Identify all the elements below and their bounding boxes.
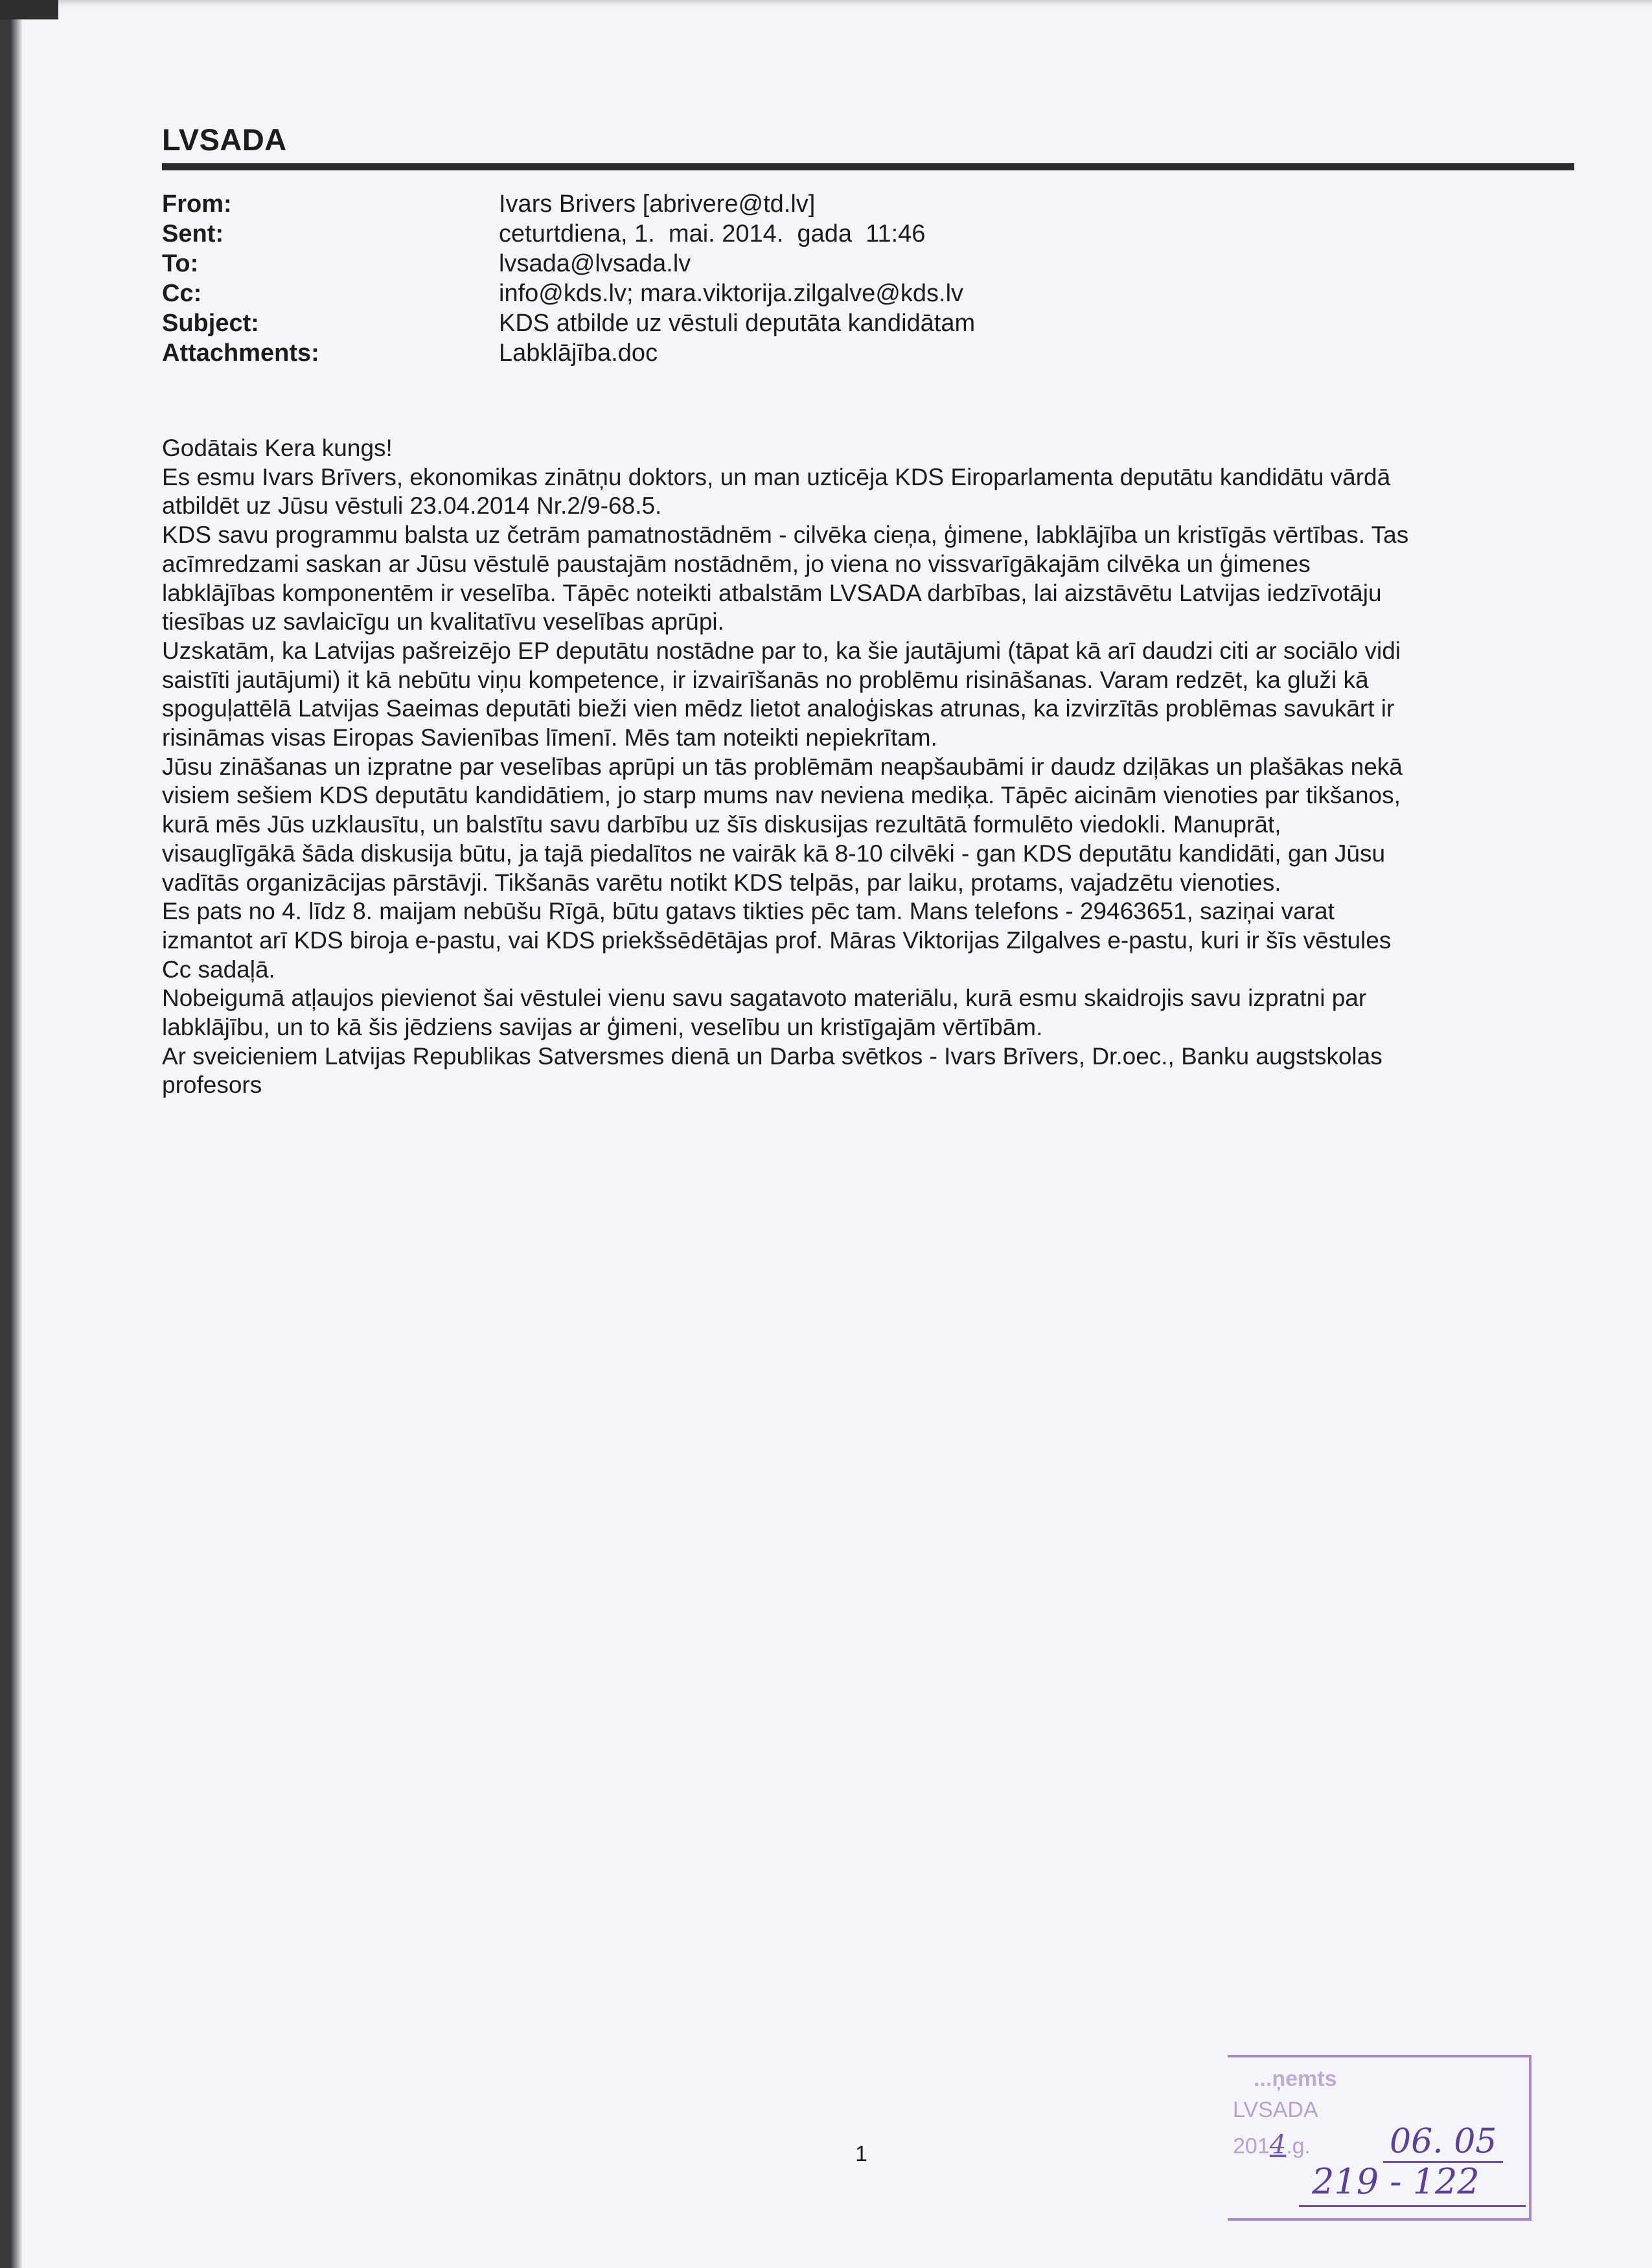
- scan-corner: [0, 0, 58, 19]
- stamp-org-name: LVSADA: [1233, 2098, 1318, 2122]
- body-line: Cc sadaļā.: [162, 956, 275, 983]
- stamp-year-handwritten: 4: [1269, 2130, 1287, 2160]
- stamp-underline: [1299, 2205, 1526, 2207]
- stamp-handwritten-date: 06. 05: [1383, 2122, 1503, 2163]
- letter-body: [162, 434, 1587, 1100]
- body-line: Jūsu zināšanas un izpratne par veselības aprūpi un tās problēmām neapšaubāmi ir daudz dziļākas un plašākas nekā: [162, 753, 1403, 780]
- body-line: Nobeigumā atļaujos pievienot šai vēstulei vienu savu sagatavoto materiālu, kurā esmu skaidrojis savu izpratni par: [162, 985, 1367, 1012]
- header-row-cc: [162, 279, 975, 308]
- body-line: kurā mēs Jūs uzklausītu, un balstītu savu darbību uz šīs diskusijas rezultātā formulēto viedokli. Manuprāt,: [162, 811, 1281, 838]
- received-stamp: [1228, 2055, 1532, 2221]
- body-line: KDS savu programmu balsta uz četrām pamatnostādnēm - cilvēka cieņa, ģimene, labklājība un kristīgās vērtības. Tas: [162, 521, 1409, 549]
- stamp-year-prefix: 201: [1233, 2134, 1270, 2159]
- body-line: labklājību, un to kā šis jēdziens savijas ar ģimeni, veselību un kristīgajām vērtībām.: [162, 1014, 1043, 1041]
- document-title: LVSADA: [162, 122, 287, 157]
- stamp-handwritten-number: 219 - 122: [1312, 2161, 1480, 2202]
- header-row-subject: [162, 308, 975, 338]
- body-line: spoguļattēlā Latvijas Saeimas deputāti bieži vien mēdz lietot analoģiskas atrunas, ka izvirzītās problēmas savukārt ir: [162, 695, 1395, 722]
- email-header: [162, 189, 975, 368]
- body-line: labklājības komponentēm ir veselība. Tāpēc noteikti atbalstām LVSADA darbības, lai aizstāvētu Latvijas iedzīvotāju: [162, 579, 1382, 606]
- body-line: Godātais Kera kungs!: [162, 435, 393, 461]
- header-row-to: [162, 249, 975, 279]
- body-line: tiesības uz savlaicīgu un kvalitatīvu veselības aprūpi.: [162, 608, 724, 636]
- body-line: izmantot arī KDS biroja e-pastu, vai KDS priekšsēdētājas prof. Māras Viktorijas Zilgalves e-pastu, kuri ir šīs vēstules: [162, 926, 1392, 954]
- stamp-year-suffix: .g.: [1286, 2134, 1311, 2159]
- stamp-received-text: ...ņemts: [1254, 2067, 1337, 2091]
- body-line: atbildēt uz Jūsu vēstuli 23.04.2014 Nr.2/9-68.5.: [162, 492, 662, 520]
- body-line: visiem sešiem KDS deputātu kandidātiem, jo starp mums nav neviena mediķa. Tāpēc aicinām vienoties par tikšanos,: [162, 782, 1401, 809]
- to-label: To:: [162, 249, 199, 277]
- title-rule: [162, 163, 1574, 170]
- body-line: Es pats no 4. līdz 8. maijam nebūšu Rīgā, būtu gatavs tikties pēc tam. Mans telefons - 29463651, saziņai varat: [162, 898, 1335, 925]
- body-line: Ar sveicieniem Latvijas Republikas Satversmes dienā un Darba svētkos - Ivars Brīvers, Dr.oec., Banku augstskolas: [162, 1042, 1382, 1070]
- body-line: Es esmu Ivars Brīvers, ekonomikas zinātņu doktors, un man uzticēja KDS Eiroparlamenta deputātu kandidātu vārdā: [162, 463, 1391, 490]
- subject-label: Subject:: [162, 309, 259, 337]
- body-line: saistīti jautājumi) it kā nebūtu viņu kompetence, ir izvairīšanās no problēmu risināšanas. Varam redzēt, ka gluži kā: [162, 666, 1369, 693]
- body-line: vadītās organizācijas pārstāvji. Tikšanās varētu notikt KDS telpās, par laiku, protams, vajadzētu vienoties.: [162, 869, 1281, 896]
- body-line: profesors: [162, 1071, 262, 1099]
- sent-value: ceturtdiena, 1. mai. 2014. gada 11:46: [499, 220, 926, 247]
- to-value: lvsada@lvsada.lv: [499, 249, 691, 277]
- cc-label: Cc:: [162, 279, 202, 307]
- scan-edge-top: [0, 0, 1652, 6]
- sent-label: Sent:: [162, 220, 224, 247]
- cc-value: info@kds.lv; mara.viktorija.zilgalve@kds.lv: [499, 279, 964, 307]
- scan-edge-left: [0, 0, 22, 2268]
- subject-value: KDS atbilde uz vēstuli deputāta kandidātam: [499, 309, 976, 337]
- from-label: From:: [162, 190, 232, 218]
- header-row-sent: [162, 219, 975, 249]
- body-line: visauglīgākā šāda diskusija būtu, ja tajā piedalītos ne vairāk kā 8-10 cilvēki - gan KDS deputātu kandidāti, gan Jūsu: [162, 840, 1386, 867]
- body-line: risināmas visas Eiropas Savienības līmenī. Mēs tam noteikti nepiekrītam.: [162, 724, 937, 751]
- attachments-value: Labklājība.doc: [499, 339, 658, 367]
- header-row-attachments: [162, 338, 975, 368]
- page-number: 1: [855, 2142, 867, 2166]
- body-line: Uzskatām, ka Latvijas pašreizējo EP deputātu nostādne par to, ka šie jautājumi (tāpat kā arī daudzi citi ar sociālo vidi: [162, 637, 1401, 664]
- attachments-label: Attachments:: [162, 339, 319, 367]
- from-value: Ivars Brivers [abrivere@td.lv]: [499, 190, 816, 218]
- body-line: acīmredzami saskan ar Jūsu vēstulē paustajām nostādnēm, jo viena no vissvarīgākajām cilvēka un ģimenes: [162, 550, 1311, 577]
- header-row-from: [162, 189, 975, 219]
- stamp-year: [1233, 2130, 1311, 2160]
